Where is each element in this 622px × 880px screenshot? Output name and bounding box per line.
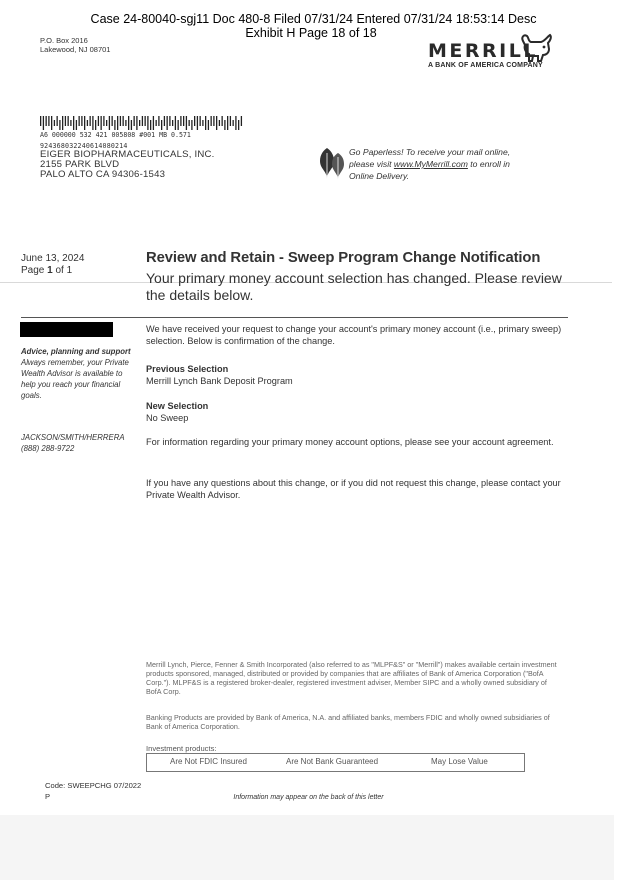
barcode-bar	[136, 116, 137, 130]
mailing-code-line: A6 000000 532 421 005808 #001 MB 0.571	[40, 131, 191, 139]
page-indicator	[21, 265, 84, 277]
letter-title: Review and Retain - Sweep Program Change Notification	[146, 250, 541, 266]
barcode-bar	[98, 116, 99, 126]
mailing-codes	[40, 131, 191, 140]
barcode-bar	[81, 116, 82, 126]
barcode-bar	[84, 116, 85, 130]
new-selection-value: No Sweep	[146, 413, 189, 423]
barcode-bar	[54, 120, 55, 126]
advisor-contact	[21, 432, 125, 454]
barcode-bar	[158, 116, 159, 126]
leaf-icon	[318, 147, 346, 181]
barcode-bar	[101, 116, 102, 130]
barcode-bar	[233, 120, 234, 126]
mymerrill-link[interactable]: www.MyMerrill.com	[393, 159, 468, 169]
previous-selection-label: Previous Selection	[146, 364, 229, 374]
barcode-bar	[134, 116, 135, 126]
court-header-exhibit-line: Exhibit H Page 18 of 18	[245, 26, 377, 40]
barcode-bar	[153, 116, 154, 130]
barcode-bar	[197, 116, 198, 130]
barcode-bar	[211, 116, 212, 126]
advisor-phone: (888) 288-9722	[21, 444, 75, 453]
barcode-bar	[238, 120, 239, 130]
barcode-bar	[164, 116, 165, 126]
barcode-bar	[202, 120, 203, 126]
return-address	[40, 36, 110, 54]
page-bottom-margin	[0, 815, 614, 880]
barcode-bar	[213, 116, 214, 126]
barcode-bar	[205, 116, 206, 130]
return-address-line: Lakewood, NJ 08701	[40, 45, 111, 54]
barcode-bar	[76, 120, 77, 130]
barcode-bar	[109, 116, 110, 130]
barcode-bar	[95, 120, 96, 130]
barcode-bar	[241, 116, 242, 126]
legal-disclosure-merrill: Merrill Lynch, Pierce, Fenner & Smith Incorporated (also referred to as "MLPF&S" or "Merrill") makes available certain investment products sponsored, managed, distributed or provided by companies that are affiliates of Bank of America Corporation ("BofA Corp."). MLPF&S is a registered broker-dealer, registered investment adviser, Member SIPC and a wholly owned subsidiary of BofA Corp.	[146, 660, 557, 696]
barcode-bar	[169, 116, 170, 126]
paperless-text: to enroll in	[467, 159, 510, 169]
advisor-sidebar	[21, 346, 139, 401]
merrill-logo-word: MERRILL	[428, 40, 538, 62]
mailing-address	[40, 142, 215, 180]
barcode-bar	[161, 120, 162, 130]
barcode-bar	[230, 116, 231, 126]
back-of-letter-note: Information may appear on the back of this letter	[233, 794, 384, 801]
page-total: of 1	[52, 265, 73, 276]
barcode-bar	[191, 120, 192, 130]
paperless-line	[349, 158, 549, 170]
divider-thick	[21, 317, 568, 318]
letter-subtitle: Your primary money account selection has changed. Please review the details below.	[146, 270, 562, 303]
barcode-bar	[68, 116, 69, 126]
form-code: Code: SWEEPCHG 07/2022	[45, 781, 142, 790]
barcode-bar	[222, 116, 223, 126]
barcode-bar	[189, 120, 190, 126]
not-bank-guaranteed: Are Not Bank Guaranteed	[286, 757, 379, 766]
barcode-bar	[40, 116, 41, 126]
barcode-bar	[114, 120, 115, 130]
legal-disclosure-banking: Banking Products are provided by Bank of America, N.A. and affiliated banks, members FDIC and wholly owned subsidiaries of Bank of America Corporation.	[146, 713, 550, 731]
barcode-bar	[51, 116, 52, 130]
barcode-bar	[87, 120, 88, 126]
barcode-bar	[125, 120, 126, 126]
barcode-bar	[65, 116, 66, 126]
barcode-bar	[131, 120, 132, 130]
recipient-street: 2155 PARK BLVD	[40, 159, 120, 170]
barcode-bar	[139, 120, 140, 126]
barcode-bar	[128, 116, 129, 130]
barcode-bar	[180, 116, 181, 126]
investment-products-label: Investment products:	[146, 744, 217, 753]
form-letter: P	[45, 792, 51, 801]
barcode-bar	[90, 116, 91, 126]
paperless-line: Go Paperless! To receive your mail online,	[349, 147, 511, 157]
barcode-bar	[70, 120, 71, 126]
court-header-case-line: Case 24-80040-sgj11 Doc 480-8 Filed 07/31/24 Entered 07/31/24 18:53:14 Desc	[90, 12, 537, 26]
postal-barcode	[40, 116, 245, 130]
barcode-bar	[156, 120, 157, 126]
barcode-bar	[167, 116, 168, 130]
barcode-bar	[59, 120, 60, 130]
paperless-text: please visit	[349, 159, 394, 169]
barcode-bar	[117, 116, 118, 130]
not-fdic-insured: Are Not FDIC Insured	[170, 757, 247, 766]
barcode-bar	[227, 116, 228, 130]
barcode-bar	[46, 116, 47, 126]
barcode-bar	[103, 116, 104, 126]
barcode-bar	[186, 116, 187, 130]
barcode-bar	[150, 120, 151, 130]
recipient-city: PALO ALTO CA 94306-1543	[40, 169, 166, 180]
barcode-bar	[147, 116, 148, 130]
body-contact: If you have any questions about this change, or if you did not request this change, please contact your Private Wealth Advisor.	[146, 478, 561, 500]
new-selection	[146, 400, 566, 424]
barcode-bar	[57, 116, 58, 126]
barcode-bar	[183, 116, 184, 126]
barcode-bar	[48, 116, 49, 126]
page-number: 1	[47, 265, 53, 276]
sidebar-heading: Advice, planning and support	[21, 347, 131, 356]
barcode-bar	[194, 116, 195, 126]
barcode-bar	[178, 120, 179, 130]
barcode-bar	[120, 116, 121, 126]
barcode-bar	[123, 116, 124, 126]
barcode-bar	[145, 116, 146, 126]
barcode-bar	[172, 120, 173, 126]
body-info: For information regarding your primary money account options, please see your account agreement.	[146, 437, 554, 447]
barcode-bar	[106, 120, 107, 126]
paperless-line: Online Delivery.	[349, 171, 410, 181]
barcode-bar	[208, 120, 209, 130]
letter-date-block	[21, 253, 84, 277]
may-lose-value: May Lose Value	[431, 757, 488, 766]
barcode-bar	[175, 116, 176, 130]
new-selection-label: New Selection	[146, 401, 209, 411]
merrill-logo-tagline: A BANK OF AMERICA COMPANY	[428, 62, 543, 69]
barcode-bar	[73, 116, 74, 130]
previous-selection	[146, 363, 566, 387]
bull-logo-icon	[519, 33, 553, 63]
redaction-bar	[20, 322, 113, 337]
mailing-code-line: 924368032240614080214	[40, 142, 128, 150]
previous-selection-value: Merrill Lynch Bank Deposit Program	[146, 376, 293, 386]
return-address-line: P.O. Box 2016	[40, 36, 88, 45]
barcode-bar	[79, 116, 80, 126]
barcode-bar	[200, 116, 201, 126]
barcode-bar	[224, 120, 225, 130]
body-intro: We have received your request to change your account's primary money account (i.e., primary sweep) selection. Below is confirmation of the change.	[146, 324, 562, 346]
sidebar-text: Always remember, your Private Wealth Advisor is available to help you reach your financial goals.	[21, 358, 129, 400]
barcode-bar	[235, 116, 236, 130]
recipient-name: EIGER BIOPHARMACEUTICALS, INC.	[40, 149, 215, 160]
page-label: Page	[21, 265, 48, 276]
barcode-bar	[112, 116, 113, 126]
paperless-notice	[349, 146, 549, 182]
letter-date: June 13, 2024	[21, 253, 85, 264]
barcode-bar	[142, 116, 143, 126]
barcode-bar	[92, 116, 93, 130]
barcode-bar	[43, 116, 44, 130]
barcode-bar	[216, 116, 217, 130]
barcode-bar	[62, 116, 63, 130]
barcode-bar	[219, 120, 220, 126]
advisor-name: JACKSON/SMITH/HERRERA	[21, 433, 125, 442]
